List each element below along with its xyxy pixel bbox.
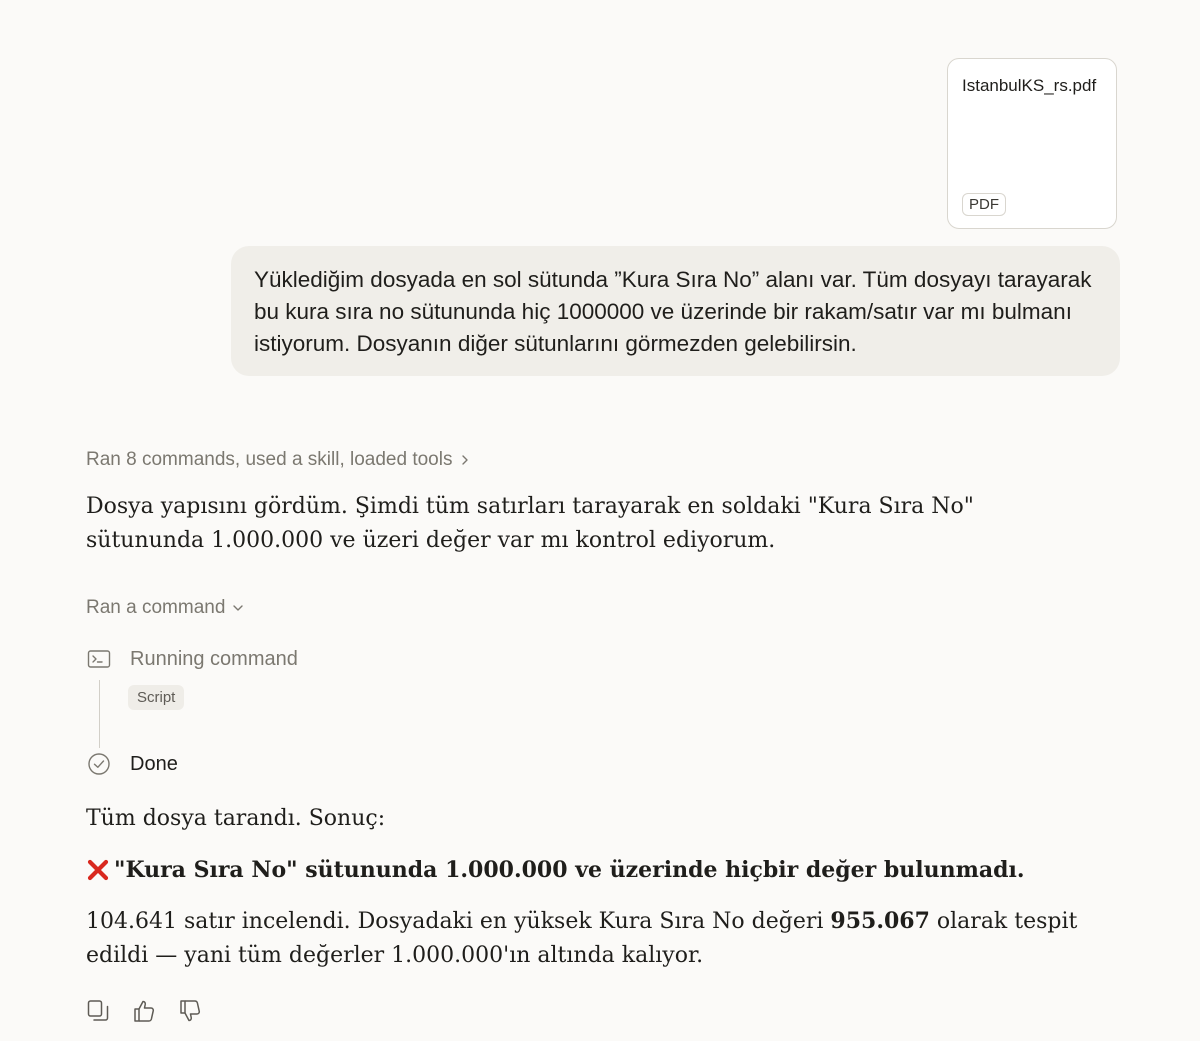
user-message-bubble: Yüklediğim dosyada en sol sütunda ”Kura Sıra No” alanı var. Tüm dosyayı tarayarak bu kura sıra no sütununda hiç 1000000 ve üzerinde bir rakam/satır var mı bulmanı istiyorum. Dosyanın diğer sütunlarını görmezden gelebilirsin. [231,246,1120,376]
thumbs-up-icon[interactable] [132,998,156,1024]
activity-summary-label: Ran 8 commands, used a skill, loaded tools [86,449,453,470]
assistant-intro-text: Dosya yapısını gördüm. Şimdi tüm satırları tarayarak en soldaki "Kura Sıra No" sütununda 1.000.000 ve üzeri değer var mı kontrol ediyorum. [86,494,974,553]
copy-icon[interactable] [86,998,110,1024]
chevron-right-icon [458,453,472,467]
cross-mark-icon [86,858,110,882]
attachment-card[interactable] [947,58,1117,229]
terminal-icon [86,646,112,672]
script-chip[interactable]: Script [128,685,184,710]
check-circle-icon [86,751,112,777]
step-connector-line [99,680,100,748]
message-actions [86,998,202,1024]
detail-text-part1: 104.641 satır incelendi. Dosyadaki en yüksek Kura Sıra No değeri [86,909,831,934]
chevron-down-icon [231,601,245,615]
result-headline [86,853,1025,887]
command-toggle[interactable] [86,597,245,619]
result-detail-paragraph [86,904,1086,973]
activity-summary-toggle[interactable] [86,449,472,471]
detail-text-part2: olarak tespit edildi — yani tüm değerler 1.000.000'ın altında kalıyor. [86,909,1078,968]
step-done [86,751,178,777]
max-value-text: 955.067 [830,908,930,934]
thumbs-down-icon[interactable] [178,998,202,1024]
step-running-command [86,646,298,672]
step-running-label: Running command [130,647,298,670]
result-headline-text: "Kura Sıra No" sütununda 1.000.000 ve üzerinde hiçbir değer bulunmadı. [114,857,1025,883]
attachment-filename: IstanbulKS_rs.pdf [962,76,1097,95]
step-done-label: Done [130,752,178,775]
attachment-type-badge: PDF [962,193,1006,216]
result-intro-text: Tüm dosya tarandı. Sonuç: [86,806,386,831]
command-toggle-label: Ran a command [86,597,226,618]
